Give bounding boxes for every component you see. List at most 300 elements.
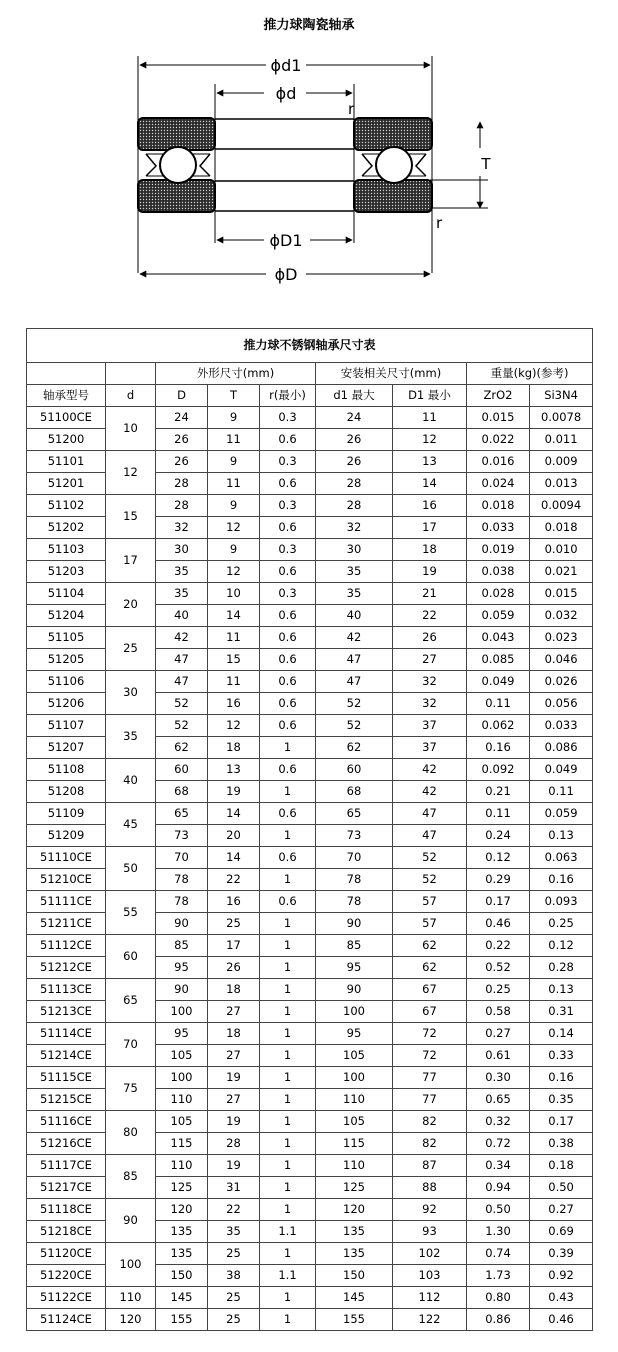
cell-zro2: 0.25 [467, 979, 530, 1001]
cell-D1-min: 19 [393, 561, 467, 583]
right-washer-top [354, 118, 432, 150]
table-caption-row [27, 329, 593, 363]
cell-D: 47 [156, 671, 208, 693]
cell-model: 51214CE [27, 1045, 106, 1067]
cell-r-min: 0.6 [260, 803, 316, 825]
cell-r-min: 1 [260, 1309, 316, 1331]
cell-T: 18 [208, 1023, 260, 1045]
cell-D: 42 [156, 627, 208, 649]
col-header-zro2: ZrO2 [467, 385, 530, 407]
cell-zro2: 0.024 [467, 473, 530, 495]
cell-si3n4: 0.018 [530, 517, 593, 539]
cell-d: 60 [106, 935, 156, 979]
label-T: T [481, 155, 491, 173]
cell-d1-max: 42 [316, 627, 393, 649]
cell-si3n4: 0.33 [530, 1045, 593, 1067]
cell-model: 51103 [27, 539, 106, 561]
cell-si3n4: 0.0094 [530, 495, 593, 517]
cell-r-min: 1 [260, 1287, 316, 1309]
cell-T: 13 [208, 759, 260, 781]
left-washer-top [138, 118, 215, 150]
cell-model: 51117CE [27, 1155, 106, 1177]
cell-d1-max: 95 [316, 957, 393, 979]
cell-T: 27 [208, 1089, 260, 1111]
bearing-diagram [100, 48, 500, 288]
cell-d1-max: 60 [316, 759, 393, 781]
cell-d: 90 [106, 1199, 156, 1243]
cell-d1-max: 90 [316, 913, 393, 935]
cell-model: 51211CE [27, 913, 106, 935]
cell-D1-min: 52 [393, 847, 467, 869]
cell-T: 17 [208, 935, 260, 957]
cell-T: 9 [208, 495, 260, 517]
cell-model: 51112CE [27, 935, 106, 957]
cell-zro2: 0.32 [467, 1111, 530, 1133]
cell-T: 20 [208, 825, 260, 847]
cell-r-min: 0.3 [260, 407, 316, 429]
cell-d1-max: 110 [316, 1089, 393, 1111]
cell-D1-min: 47 [393, 803, 467, 825]
cell-d1-max: 78 [316, 891, 393, 913]
cell-si3n4: 0.12 [530, 935, 593, 957]
cell-model: 51114CE [27, 1023, 106, 1045]
group-header-mount: 安装相关尺寸(mm) [316, 363, 467, 385]
cell-D1-min: 92 [393, 1199, 467, 1221]
cell-r-min: 0.6 [260, 429, 316, 451]
cell-si3n4: 0.31 [530, 1001, 593, 1023]
cell-zro2: 0.092 [467, 759, 530, 781]
cell-d1-max: 28 [316, 495, 393, 517]
cell-model: 51118CE [27, 1199, 106, 1221]
table-row [27, 671, 593, 693]
cell-T: 9 [208, 539, 260, 561]
cell-T: 19 [208, 781, 260, 803]
cell-T: 11 [208, 627, 260, 649]
cell-model: 51100CE [27, 407, 106, 429]
cell-D: 145 [156, 1287, 208, 1309]
table-row [27, 1155, 593, 1177]
cell-D1-min: 12 [393, 429, 467, 451]
cell-zro2: 0.12 [467, 847, 530, 869]
cell-model: 51116CE [27, 1111, 106, 1133]
cell-D: 110 [156, 1155, 208, 1177]
cell-model: 51213CE [27, 1001, 106, 1023]
cell-T: 15 [208, 649, 260, 671]
cell-d: 120 [106, 1309, 156, 1331]
left-ball [160, 147, 196, 183]
cell-model: 51205 [27, 649, 106, 671]
cell-d1-max: 78 [316, 869, 393, 891]
cell-model: 51202 [27, 517, 106, 539]
col-header-d1-max: d1 最大 [316, 385, 393, 407]
cell-zro2: 1.30 [467, 1221, 530, 1243]
cell-D: 105 [156, 1045, 208, 1067]
cell-D: 26 [156, 451, 208, 473]
cell-D: 95 [156, 1023, 208, 1045]
cell-T: 19 [208, 1155, 260, 1177]
table-row [27, 847, 593, 869]
cell-model: 51115CE [27, 1067, 106, 1089]
cell-T: 38 [208, 1265, 260, 1287]
cell-d1-max: 125 [316, 1177, 393, 1199]
cell-model: 51207 [27, 737, 106, 759]
cell-D: 35 [156, 561, 208, 583]
cell-D1-min: 27 [393, 649, 467, 671]
cell-model: 51120CE [27, 1243, 106, 1265]
table-row [27, 715, 593, 737]
cell-model: 51209 [27, 825, 106, 847]
group-header-empty-2 [106, 363, 156, 385]
cell-D1-min: 32 [393, 693, 467, 715]
cell-D1-min: 17 [393, 517, 467, 539]
cell-d1-max: 150 [316, 1265, 393, 1287]
cell-D: 78 [156, 891, 208, 913]
cell-T: 12 [208, 561, 260, 583]
cell-zro2: 0.018 [467, 495, 530, 517]
cell-D: 90 [156, 979, 208, 1001]
left-washer-bottom [138, 180, 215, 212]
col-header-T: T [208, 385, 260, 407]
col-header-model: 轴承型号 [27, 385, 106, 407]
cell-d1-max: 85 [316, 935, 393, 957]
cell-si3n4: 0.0078 [530, 407, 593, 429]
cell-D: 28 [156, 495, 208, 517]
cell-r-min: 1 [260, 1023, 316, 1045]
cell-r-min: 0.3 [260, 451, 316, 473]
cell-D: 100 [156, 1067, 208, 1089]
cell-si3n4: 0.049 [530, 759, 593, 781]
cell-T: 27 [208, 1001, 260, 1023]
cell-si3n4: 0.13 [530, 979, 593, 1001]
cell-d: 35 [106, 715, 156, 759]
cell-model: 51220CE [27, 1265, 106, 1287]
cell-model: 51201 [27, 473, 106, 495]
cell-r-min: 0.6 [260, 473, 316, 495]
cell-D: 70 [156, 847, 208, 869]
table-row [27, 1023, 593, 1045]
cell-model: 51104 [27, 583, 106, 605]
cell-D1-min: 67 [393, 1001, 467, 1023]
cell-si3n4: 0.16 [530, 1067, 593, 1089]
cell-model: 51215CE [27, 1089, 106, 1111]
cell-T: 18 [208, 979, 260, 1001]
cell-d1-max: 26 [316, 429, 393, 451]
cell-D1-min: 87 [393, 1155, 467, 1177]
cell-model: 51204 [27, 605, 106, 627]
cell-r-min: 1 [260, 1177, 316, 1199]
cell-si3n4: 0.69 [530, 1221, 593, 1243]
cell-D1-min: 103 [393, 1265, 467, 1287]
cell-zro2: 0.016 [467, 451, 530, 473]
cell-r-min: 1 [260, 825, 316, 847]
col-header-d: d [106, 385, 156, 407]
cell-d: 25 [106, 627, 156, 671]
column-header-row [27, 385, 593, 407]
cell-si3n4: 0.43 [530, 1287, 593, 1309]
cell-si3n4: 0.023 [530, 627, 593, 649]
label-D1: ϕD1 [269, 231, 303, 250]
cell-D1-min: 77 [393, 1089, 467, 1111]
cell-model: 51217CE [27, 1177, 106, 1199]
cell-zro2: 0.22 [467, 935, 530, 957]
cell-D: 73 [156, 825, 208, 847]
cell-si3n4: 0.011 [530, 429, 593, 451]
cell-r-min: 1 [260, 1001, 316, 1023]
cell-r-min: 1 [260, 979, 316, 1001]
label-r-bottom: r [436, 214, 443, 232]
cell-d: 75 [106, 1067, 156, 1111]
cell-si3n4: 0.015 [530, 583, 593, 605]
table-row [27, 935, 593, 957]
cell-r-min: 1 [260, 1133, 316, 1155]
cell-r-min: 0.6 [260, 715, 316, 737]
cell-si3n4: 0.38 [530, 1133, 593, 1155]
cell-model: 51110CE [27, 847, 106, 869]
cell-model: 51208 [27, 781, 106, 803]
cell-si3n4: 0.92 [530, 1265, 593, 1287]
cell-si3n4: 0.18 [530, 1155, 593, 1177]
cell-D: 110 [156, 1089, 208, 1111]
cell-r-min: 0.6 [260, 627, 316, 649]
cell-si3n4: 0.032 [530, 605, 593, 627]
cell-r-min: 1.1 [260, 1221, 316, 1243]
cell-si3n4: 0.13 [530, 825, 593, 847]
cell-model: 51107 [27, 715, 106, 737]
cell-r-min: 0.6 [260, 649, 316, 671]
cell-T: 9 [208, 451, 260, 473]
cell-d: 10 [106, 407, 156, 451]
cell-zro2: 0.043 [467, 627, 530, 649]
cell-D1-min: 52 [393, 869, 467, 891]
cell-D: 135 [156, 1243, 208, 1265]
cell-d1-max: 135 [316, 1243, 393, 1265]
cell-zro2: 0.29 [467, 869, 530, 891]
right-washer-bottom [354, 180, 432, 212]
cell-zro2: 0.11 [467, 803, 530, 825]
cell-T: 16 [208, 891, 260, 913]
cell-d1-max: 35 [316, 583, 393, 605]
table-row [27, 1111, 593, 1133]
cell-T: 18 [208, 737, 260, 759]
cell-D: 125 [156, 1177, 208, 1199]
cell-d: 110 [106, 1287, 156, 1309]
cell-model: 51124CE [27, 1309, 106, 1331]
cell-T: 14 [208, 847, 260, 869]
cell-T: 27 [208, 1045, 260, 1067]
cell-d: 100 [106, 1243, 156, 1287]
cell-D1-min: 37 [393, 715, 467, 737]
cell-zro2: 0.58 [467, 1001, 530, 1023]
cell-d1-max: 35 [316, 561, 393, 583]
cell-zro2: 0.27 [467, 1023, 530, 1045]
col-header-r-min: r(最小) [260, 385, 316, 407]
cell-d1-max: 145 [316, 1287, 393, 1309]
cell-d1-max: 47 [316, 649, 393, 671]
cell-d1-max: 24 [316, 407, 393, 429]
cell-zro2: 0.028 [467, 583, 530, 605]
table-row [27, 1243, 593, 1265]
cell-zro2: 0.24 [467, 825, 530, 847]
cell-D: 52 [156, 693, 208, 715]
cell-D: 26 [156, 429, 208, 451]
cell-T: 11 [208, 429, 260, 451]
cell-d: 40 [106, 759, 156, 803]
cell-d: 65 [106, 979, 156, 1023]
cell-r-min: 0.6 [260, 891, 316, 913]
cell-d: 45 [106, 803, 156, 847]
cell-D1-min: 82 [393, 1133, 467, 1155]
table-row [27, 803, 593, 825]
cell-T: 35 [208, 1221, 260, 1243]
cell-zro2: 0.038 [467, 561, 530, 583]
cell-D1-min: 14 [393, 473, 467, 495]
cell-D: 52 [156, 715, 208, 737]
table-row [27, 495, 593, 517]
cell-T: 14 [208, 605, 260, 627]
cell-si3n4: 0.27 [530, 1199, 593, 1221]
cell-D: 60 [156, 759, 208, 781]
cell-model: 51109 [27, 803, 106, 825]
cell-si3n4: 0.14 [530, 1023, 593, 1045]
cell-si3n4: 0.093 [530, 891, 593, 913]
cell-d1-max: 73 [316, 825, 393, 847]
col-header-D1-min: D1 最小 [393, 385, 467, 407]
cell-r-min: 0.6 [260, 759, 316, 781]
cell-model: 51102 [27, 495, 106, 517]
cell-r-min: 0.6 [260, 693, 316, 715]
cell-D: 62 [156, 737, 208, 759]
cell-zro2: 0.015 [467, 407, 530, 429]
cell-si3n4: 0.010 [530, 539, 593, 561]
cell-d1-max: 115 [316, 1133, 393, 1155]
cell-D: 90 [156, 913, 208, 935]
cell-D: 65 [156, 803, 208, 825]
bore-lines [215, 119, 354, 211]
label-d1: ϕd1 [270, 56, 302, 75]
page-title: 推力球陶瓷轴承 [263, 18, 355, 33]
cell-T: 22 [208, 1199, 260, 1221]
cell-D: 47 [156, 649, 208, 671]
cell-D1-min: 57 [393, 913, 467, 935]
cell-model: 51122CE [27, 1287, 106, 1309]
cell-D: 28 [156, 473, 208, 495]
cell-D1-min: 42 [393, 759, 467, 781]
cell-d1-max: 47 [316, 671, 393, 693]
cell-r-min: 1 [260, 935, 316, 957]
cell-D1-min: 21 [393, 583, 467, 605]
cell-D: 30 [156, 539, 208, 561]
col-header-si3n4: Si3N4 [530, 385, 593, 407]
cell-zro2: 0.65 [467, 1089, 530, 1111]
cell-d: 17 [106, 539, 156, 583]
cell-si3n4: 0.17 [530, 1111, 593, 1133]
cell-si3n4: 0.25 [530, 913, 593, 935]
cell-zro2: 0.033 [467, 517, 530, 539]
cell-D1-min: 37 [393, 737, 467, 759]
cell-D: 85 [156, 935, 208, 957]
cell-si3n4: 0.026 [530, 671, 593, 693]
cell-d1-max: 52 [316, 715, 393, 737]
label-r-top: r [348, 100, 355, 118]
cell-D1-min: 13 [393, 451, 467, 473]
cell-r-min: 1 [260, 1067, 316, 1089]
table-row [27, 451, 593, 473]
cell-D1-min: 62 [393, 935, 467, 957]
cell-zro2: 0.52 [467, 957, 530, 979]
cell-r-min: 1 [260, 957, 316, 979]
cell-r-min: 1.1 [260, 1265, 316, 1287]
cell-zro2: 0.61 [467, 1045, 530, 1067]
cell-T: 25 [208, 913, 260, 935]
cell-d: 20 [106, 583, 156, 627]
cell-si3n4: 0.46 [530, 1309, 593, 1331]
cell-si3n4: 0.056 [530, 693, 593, 715]
table-row [27, 1067, 593, 1089]
table-row [27, 1199, 593, 1221]
cell-D1-min: 82 [393, 1111, 467, 1133]
cell-si3n4: 0.16 [530, 869, 593, 891]
cell-d1-max: 100 [316, 1067, 393, 1089]
cell-zro2: 0.062 [467, 715, 530, 737]
cell-d: 85 [106, 1155, 156, 1199]
cell-d1-max: 28 [316, 473, 393, 495]
cell-d1-max: 26 [316, 451, 393, 473]
bearing-dimension-table [26, 328, 593, 1331]
cell-D1-min: 122 [393, 1309, 467, 1331]
cell-r-min: 0.3 [260, 583, 316, 605]
cell-r-min: 1 [260, 1155, 316, 1177]
cell-T: 12 [208, 517, 260, 539]
cell-si3n4: 0.35 [530, 1089, 593, 1111]
cell-T: 25 [208, 1309, 260, 1331]
cell-model: 51113CE [27, 979, 106, 1001]
cell-r-min: 1 [260, 1199, 316, 1221]
cell-T: 12 [208, 715, 260, 737]
cell-model: 51105 [27, 627, 106, 649]
cell-r-min: 1 [260, 869, 316, 891]
cell-r-min: 1 [260, 1111, 316, 1133]
cell-si3n4: 0.013 [530, 473, 593, 495]
cell-model: 51203 [27, 561, 106, 583]
cell-zro2: 0.94 [467, 1177, 530, 1199]
cell-D1-min: 93 [393, 1221, 467, 1243]
cell-zro2: 0.46 [467, 913, 530, 935]
cell-d1-max: 110 [316, 1155, 393, 1177]
cell-si3n4: 0.50 [530, 1177, 593, 1199]
cell-zro2: 0.049 [467, 671, 530, 693]
table-row [27, 407, 593, 429]
cell-T: 11 [208, 473, 260, 495]
cell-model: 51206 [27, 693, 106, 715]
cell-model: 51216CE [27, 1133, 106, 1155]
cell-r-min: 0.6 [260, 847, 316, 869]
table-row [27, 539, 593, 561]
cell-D1-min: 47 [393, 825, 467, 847]
cell-D1-min: 88 [393, 1177, 467, 1199]
cell-d1-max: 100 [316, 1001, 393, 1023]
cell-si3n4: 0.11 [530, 781, 593, 803]
cell-T: 26 [208, 957, 260, 979]
table-row [27, 1309, 593, 1331]
cell-si3n4: 0.063 [530, 847, 593, 869]
cell-D1-min: 112 [393, 1287, 467, 1309]
cell-D1-min: 32 [393, 671, 467, 693]
cell-T: 14 [208, 803, 260, 825]
cell-D: 105 [156, 1111, 208, 1133]
cell-si3n4: 0.39 [530, 1243, 593, 1265]
cell-d1-max: 105 [316, 1111, 393, 1133]
cell-si3n4: 0.28 [530, 957, 593, 979]
